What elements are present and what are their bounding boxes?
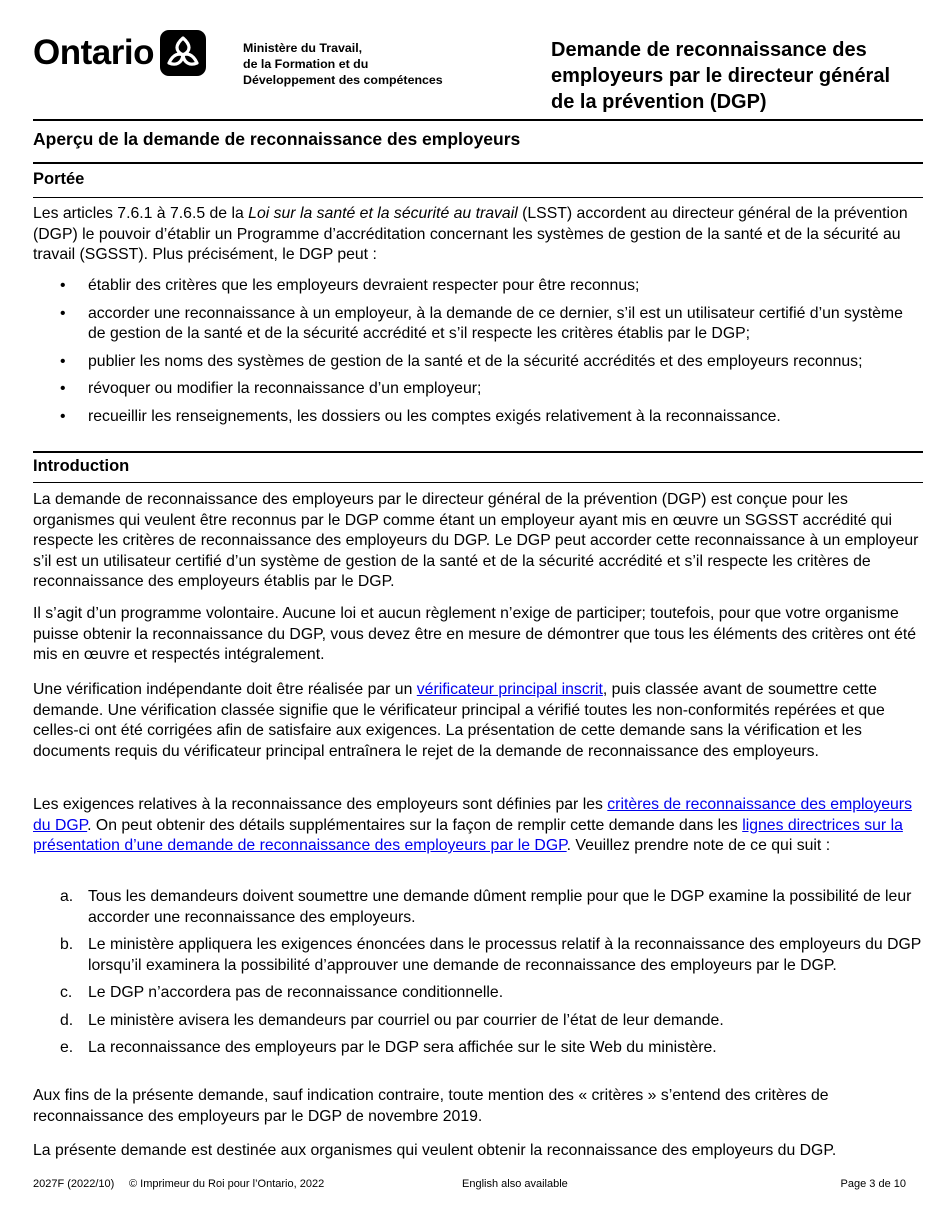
list-item <box>33 1011 923 1032</box>
list-item-text: recueillir les renseignements, les dossiers ou les comptes exigés relativement à la reconnaissance. <box>88 407 781 425</box>
introduction-heading: Introduction <box>33 457 130 475</box>
requirements-list <box>33 887 923 1059</box>
list-letter: e. <box>60 1039 74 1056</box>
ministry-line: de la Formation et du <box>243 57 369 71</box>
intro-paragraph-6: La présente demande est destinée aux organismes qui veulent obtenir la reconnaissance des employeurs du DGP. <box>33 1142 837 1159</box>
list-letter: c. <box>60 984 73 1001</box>
list-item <box>33 276 923 297</box>
ministry-line: Développement des compétences <box>243 73 443 87</box>
ministry-name <box>243 40 443 88</box>
scope-intro-b: (LSST) accordent au directeur général de la prévention (DGP) le pouvoir d’établir un Programme d’accréditation concernant les systèmes de gestion de la santé et de la sécurité au travail (SGSST). Plus précisément, le DGP peut : <box>33 205 908 263</box>
ministry-line: Ministère du Travail, <box>243 41 363 55</box>
list-item-text: établir des critères que les employeurs devraient respecter pour être reconnus; <box>88 277 640 294</box>
bullet-icon: • <box>60 407 66 425</box>
list-item-text: Le DGP n’accordera pas de reconnaissance conditionnelle. <box>88 984 504 1001</box>
list-letter: a. <box>60 888 74 905</box>
introduction-divider <box>33 482 923 483</box>
title-line: de la prévention (DGP) <box>551 91 767 113</box>
introduction-divider-top <box>33 451 923 453</box>
list-item-text: La reconnaissance des employeurs par le DGP sera affichée sur le site Web du ministère. <box>88 1039 717 1056</box>
english-available-note: English also available <box>462 1178 568 1190</box>
title-line: employeurs par le directeur général <box>551 65 891 87</box>
list-item <box>33 352 923 373</box>
intro-paragraph-2: Il s’agit d’un programme volontaire. Aucune loi et aucun règlement n’exige de participer; toutefois, pour que votre organisme puisse obtenir la reconnaissance du DGP, vous devez être en mesure de démontrer que tous les éléments des critères ont été mis en œuvre et respectés intégralement. <box>33 605 917 663</box>
list-item <box>33 1038 923 1059</box>
list-letter: b. <box>60 936 74 953</box>
header-divider <box>33 119 923 121</box>
recognition-criteria-link[interactable]: critères de reconnaissance des employeurs du DGP <box>33 796 912 834</box>
scope-intro-a: Les articles 7.6.1 à 7.6.5 de la <box>33 205 249 222</box>
list-item-text: révoquer ou modifier la reconnaissance d’un employeur; <box>88 380 482 397</box>
law-title: Loi sur la santé et la sécurité au travail <box>248 205 518 222</box>
list-item-text: Le ministère avisera les demandeurs par courriel ou par courrier de l’état de leur demande. <box>88 1011 724 1029</box>
intro-p3-b: , puis classée avant de soumettre cette demande. Une vérification classée signifie que le vérificateur principal a vérifié toutes les non-conformités repérées et que celles-ci ont été corrigées afin de satisfaire aux exigences. La présentation de cette demande sans la vérification et les documents requis du vérificateur principal entraînera le rejet de la demande de reconnaissance des employeurs. <box>33 681 885 760</box>
list-item-text: Le ministère appliquera les exigences énoncées dans le processus relatif à la reconnaissance des employeurs du DGP lorsqu’il examinera la possibilité d’approuver une demande de reconnaissance des employeurs par le DGP. <box>88 936 922 974</box>
copyright-notice: © Imprimeur du Roi pour l’Ontario, 2022 <box>129 1178 325 1190</box>
guidelines-link[interactable]: lignes directrices sur la présentation d’une demande de reconnaissance des employeurs par le DGP <box>33 816 903 854</box>
form-number: 2027F (2022/10) <box>33 1178 115 1190</box>
section-title: Aperçu de la demande de reconnaissance des employeurs <box>33 129 521 149</box>
bullet-icon: • <box>60 380 66 397</box>
list-letter: d. <box>60 1011 74 1029</box>
bullet-icon: • <box>60 277 66 294</box>
document-title <box>551 37 931 115</box>
page-number: Page 3 de 10 <box>840 1178 906 1190</box>
logo-wordmark: Ontario <box>33 33 154 72</box>
registered-auditor-link[interactable]: vérificateur principal inscrit <box>416 681 603 698</box>
list-item <box>33 887 923 928</box>
scope-heading: Portée <box>33 170 85 188</box>
intro-p4-a: Les exigences relatives à la reconnaissance des employeurs sont définies par les <box>33 796 608 813</box>
list-item <box>33 935 923 976</box>
intro-p4-c: . Veuillez prendre note de ce qui suit : <box>566 837 831 854</box>
list-item-text: accorder une reconnaissance à un employeur, à la demande de ce dernier, s’il est un utilisateur certifié d’un système de gestion de la santé et de la sécurité accrédité et s’il respecte les critères établis par le DGP; <box>88 304 903 342</box>
scope-intro <box>33 204 923 266</box>
intro-p4-b: . On peut obtenir des détails supplémentaires sur la façon de remplir cette demande dans les <box>87 816 743 834</box>
title-line: Demande de reconnaissance des <box>551 39 867 61</box>
list-item <box>33 983 923 1004</box>
intro-paragraph-4 <box>33 795 923 857</box>
trillium-icon <box>160 30 206 76</box>
scope-divider <box>33 197 923 198</box>
list-item-text: Tous les demandeurs doivent soumettre une demande dûment remplie pour que le DGP examine la possibilité de leur accorder une reconnaissance des employeurs. <box>88 888 912 926</box>
intro-paragraph-1: La demande de reconnaissance des employeurs par le directeur général de la prévention (DGP) est conçue pour les organismes qui veulent être reconnus par le DGP comme étant un employeur ayant mis en œuvre un SGSST accrédité qui respecte les critères de reconnaissance des employeurs du DGP. Le DGP peut accorder cette reconnaissance à un employeur s’il est un utilisateur certifié d’un système de gestion de la santé et de la sécurité accrédité et s’il respecte les critères de reconnaissance des employeurs établis par le DGP. <box>33 491 919 590</box>
list-item <box>33 407 923 428</box>
intro-paragraph-3 <box>33 680 923 762</box>
scope-bullet-list <box>33 276 923 427</box>
list-item <box>33 304 923 345</box>
section-divider <box>33 162 923 164</box>
intro-p3-a: Une vérification indépendante doit être réalisée par un <box>33 681 417 698</box>
list-item-text: publier les noms des systèmes de gestion de la santé et de la sécurité accrédités et des employeurs reconnus; <box>88 352 863 370</box>
bullet-icon: • <box>60 304 66 322</box>
list-item <box>33 379 923 400</box>
bullet-icon: • <box>60 352 66 370</box>
ontario-logo <box>33 28 206 78</box>
page-header <box>33 28 923 120</box>
intro-paragraph-5: Aux fins de la présente demande, sauf indication contraire, toute mention des « critères » s’entend des critères de reconnaissance des employeurs par le DGP de novembre 2019. <box>33 1087 829 1125</box>
